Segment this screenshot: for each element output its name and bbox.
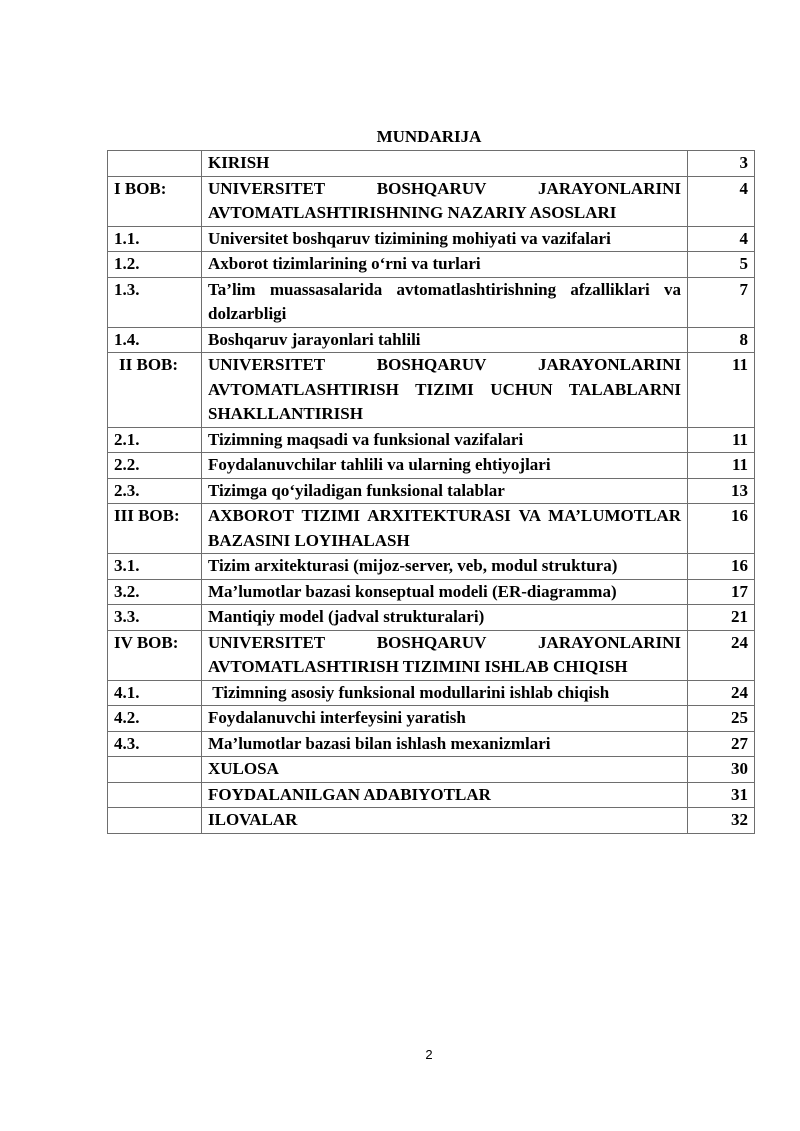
toc-number: 4.3.	[108, 731, 202, 757]
toc-title: Mantiqiy model (jadval strukturalari)	[202, 605, 688, 631]
toc-number	[108, 151, 202, 177]
toc-title: AXBOROT TIZIMI ARXITEKTURASI VA MA’LUMOTLAR BAZASINI LOYIHALASH	[202, 504, 688, 554]
toc-number: 1.1.	[108, 226, 202, 252]
toc-number: 1.2.	[108, 252, 202, 278]
toc-title: Foydalanuvchi interfeysini yaratish	[202, 706, 688, 732]
toc-number: 1.3.	[108, 277, 202, 327]
page-number: 2	[425, 1047, 433, 1062]
toc-row	[108, 605, 755, 631]
toc-title: UNIVERSITET BOSHQARUV JARAYONLARINI AVTOMATLASHTIRISH TIZIMI UCHUN TALABLARNI SHAKLLANTIRISH	[202, 353, 688, 428]
toc-number: 2.2.	[108, 453, 202, 479]
toc-page: 7	[688, 277, 755, 327]
toc-row	[108, 554, 755, 580]
toc-title: Tizimning asosiy funksional modullarini ishlab chiqish	[202, 680, 688, 706]
toc-page: 11	[688, 427, 755, 453]
toc-page: 16	[688, 504, 755, 554]
toc-page: 24	[688, 630, 755, 680]
toc-number: I BOB:	[108, 176, 202, 226]
toc-row	[108, 427, 755, 453]
toc-title: XULOSA	[202, 757, 688, 783]
toc-title: Foydalanuvchilar tahlili va ularning ehtiyojlari	[202, 453, 688, 479]
toc-page: 24	[688, 680, 755, 706]
toc-row	[108, 353, 755, 428]
toc-row	[108, 226, 755, 252]
toc-number: II BOB:	[108, 353, 202, 428]
toc-number: IV BOB:	[108, 630, 202, 680]
toc-page: 32	[688, 808, 755, 834]
toc-number: 3.1.	[108, 554, 202, 580]
toc-row	[108, 808, 755, 834]
toc-title: FOYDALANILGAN ADABIYOTLAR	[202, 782, 688, 808]
toc-page: 27	[688, 731, 755, 757]
toc-row	[108, 478, 755, 504]
toc-number: 2.1.	[108, 427, 202, 453]
toc-page: 8	[688, 327, 755, 353]
toc-page: 11	[688, 453, 755, 479]
table-of-contents	[107, 150, 755, 834]
toc-number: 3.3.	[108, 605, 202, 631]
toc-title: Tizim arxitekturasi (mijoz-server, veb, modul struktura)	[202, 554, 688, 580]
toc-row	[108, 277, 755, 327]
toc-title: Ma’lumotlar bazasi bilan ishlash mexanizmlari	[202, 731, 688, 757]
toc-row	[108, 579, 755, 605]
toc-row	[108, 630, 755, 680]
toc-number: 3.2.	[108, 579, 202, 605]
toc-number: 1.4.	[108, 327, 202, 353]
toc-page: 13	[688, 478, 755, 504]
toc-page: 4	[688, 226, 755, 252]
toc-title: Ma’lumotlar bazasi konseptual modeli (ER-diagramma)	[202, 579, 688, 605]
toc-row	[108, 706, 755, 732]
toc-number	[108, 757, 202, 783]
toc-title: Universitet boshqaruv tizimining mohiyati va vazifalari	[202, 226, 688, 252]
toc-title: Tizimning maqsadi va funksional vazifalari	[202, 427, 688, 453]
toc-number: 2.3.	[108, 478, 202, 504]
toc-number: 4.1.	[108, 680, 202, 706]
toc-title: Axborot tizimlarining o‘rni va turlari	[202, 252, 688, 278]
toc-number	[108, 808, 202, 834]
toc-page: 30	[688, 757, 755, 783]
toc-row	[108, 151, 755, 177]
toc-row	[108, 327, 755, 353]
toc-page: 21	[688, 605, 755, 631]
toc-title: ILOVALAR	[202, 808, 688, 834]
toc-title: Tizimga qo‘yiladigan funksional talablar	[202, 478, 688, 504]
page-title: MUNDARIJA	[376, 127, 482, 146]
toc-page: 11	[688, 353, 755, 428]
toc-number: III BOB:	[108, 504, 202, 554]
toc-title: UNIVERSITET BOSHQARUV JARAYONLARINI AVTOMATLASHTIRISH TIZIMINI ISHLAB CHIQISH	[202, 630, 688, 680]
toc-page: 4	[688, 176, 755, 226]
toc-row	[108, 731, 755, 757]
toc-row	[108, 176, 755, 226]
toc-page: 16	[688, 554, 755, 580]
toc-row	[108, 453, 755, 479]
toc-row	[108, 252, 755, 278]
toc-row	[108, 782, 755, 808]
toc-page: 25	[688, 706, 755, 732]
toc-page: 31	[688, 782, 755, 808]
toc-title: UNIVERSITET BOSHQARUV JARAYONLARINI AVTOMATLASHTIRISHNING NAZARIY ASOSLARI	[202, 176, 688, 226]
toc-row	[108, 680, 755, 706]
toc-number	[108, 782, 202, 808]
toc-number: 4.2.	[108, 706, 202, 732]
toc-row	[108, 757, 755, 783]
toc-title: Ta’lim muassasalarida avtomatlashtirishning afzalliklari va dolzarbligi	[202, 277, 688, 327]
toc-page: 5	[688, 252, 755, 278]
toc-row	[108, 504, 755, 554]
toc-page: 17	[688, 579, 755, 605]
toc-page: 3	[688, 151, 755, 177]
toc-title: KIRISH	[202, 151, 688, 177]
toc-title: Boshqaruv jarayonlari tahlili	[202, 327, 688, 353]
